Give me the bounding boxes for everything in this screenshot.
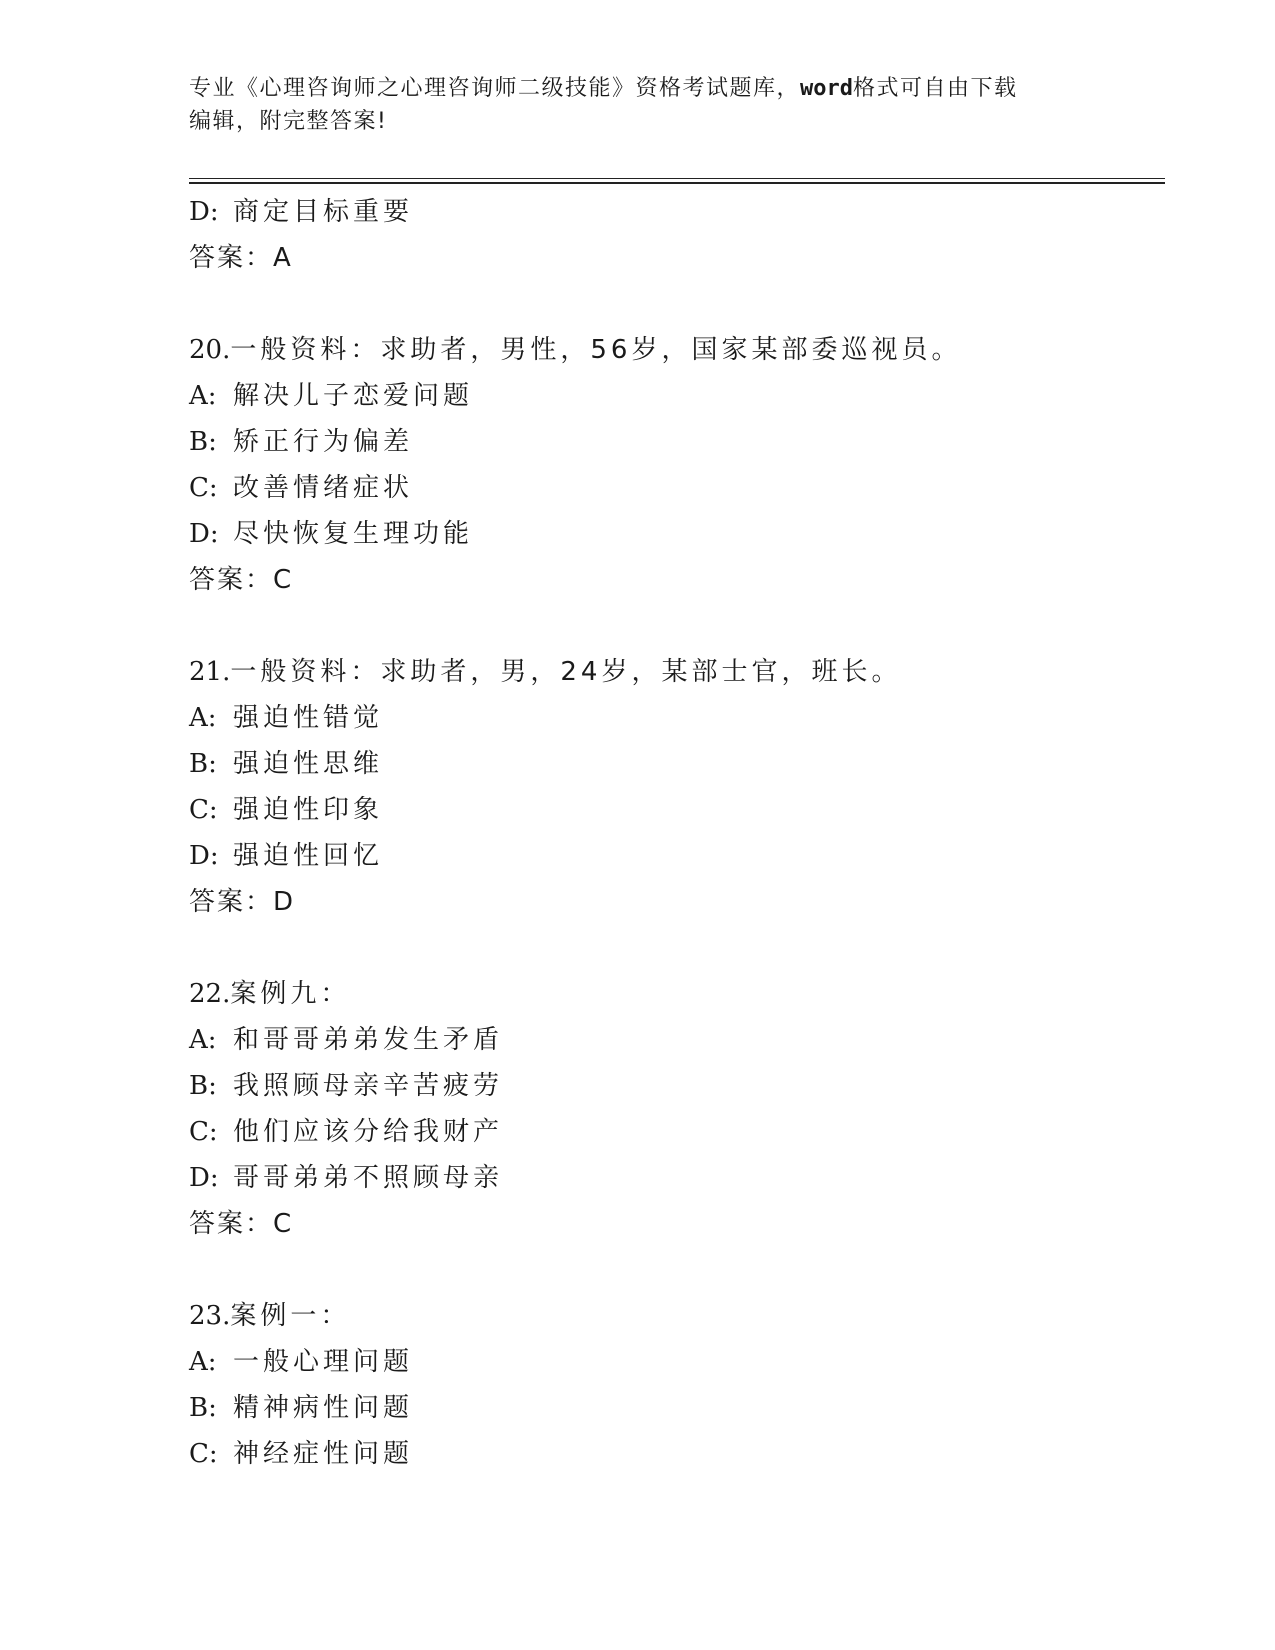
spacer [189, 281, 1165, 327]
option-a: A: 解决儿子恋爱问题 [189, 381, 474, 411]
header-word-format: word [800, 76, 853, 101]
option-b: B: 强迫性思维 [189, 749, 384, 779]
spacer [189, 925, 1165, 971]
header-line-1: 专业《心理咨询师之心理咨询师二级技能》资格考试题库，word格式可自由下载 [189, 76, 1018, 101]
question-stem-21: 21.一般资料：求助者，男，24岁，某部士官，班长。 [189, 657, 902, 687]
question-number: 21. [189, 657, 231, 687]
option-c: C: 强迫性印象 [189, 795, 384, 825]
option-d: D: 尽快恢复生理功能 [189, 519, 474, 549]
option-a: A: 和哥哥弟弟发生矛盾 [189, 1025, 504, 1055]
answer-line: 答案：C [189, 565, 294, 595]
header-divider-thick [189, 182, 1165, 184]
answer-line: 答案：A [189, 243, 293, 273]
spacer [189, 603, 1165, 649]
option-c: C: 他们应该分给我财产 [189, 1117, 504, 1147]
question-number: 22. [189, 979, 231, 1009]
option-b: B: 精神病性问题 [189, 1393, 414, 1423]
option-a: A: 强迫性错觉 [189, 703, 384, 733]
question-stem-22: 22.案例九： [189, 979, 351, 1009]
document-header [189, 72, 1089, 138]
answer-line: 答案：C [189, 1209, 294, 1239]
option-b: B: 我照顾母亲辛苦疲劳 [189, 1071, 504, 1101]
question-number: 20. [189, 335, 231, 365]
option-d: D: 强迫性回忆 [189, 841, 384, 871]
header-line-2: 编辑，附完整答案! [189, 109, 388, 134]
answer-line: 答案：D [189, 887, 296, 917]
question-list [189, 189, 1165, 1477]
spacer [189, 1247, 1165, 1293]
option-c: C: 改善情绪症状 [189, 473, 414, 503]
option-a: A: 一般心理问题 [189, 1347, 414, 1377]
question-stem-23: 23.案例一： [189, 1301, 351, 1331]
option-d: D: 哥哥弟弟不照顾母亲 [189, 1163, 504, 1193]
header-divider-thin [189, 178, 1165, 179]
question-number: 23. [189, 1301, 231, 1331]
question-stem-20: 20.一般资料：求助者，男性，56岁，国家某部委巡视员。 [189, 335, 962, 365]
option-d: D: 商定目标重要 [189, 197, 414, 227]
option-b: B: 矫正行为偏差 [189, 427, 414, 457]
option-c: C: 神经症性问题 [189, 1439, 414, 1469]
